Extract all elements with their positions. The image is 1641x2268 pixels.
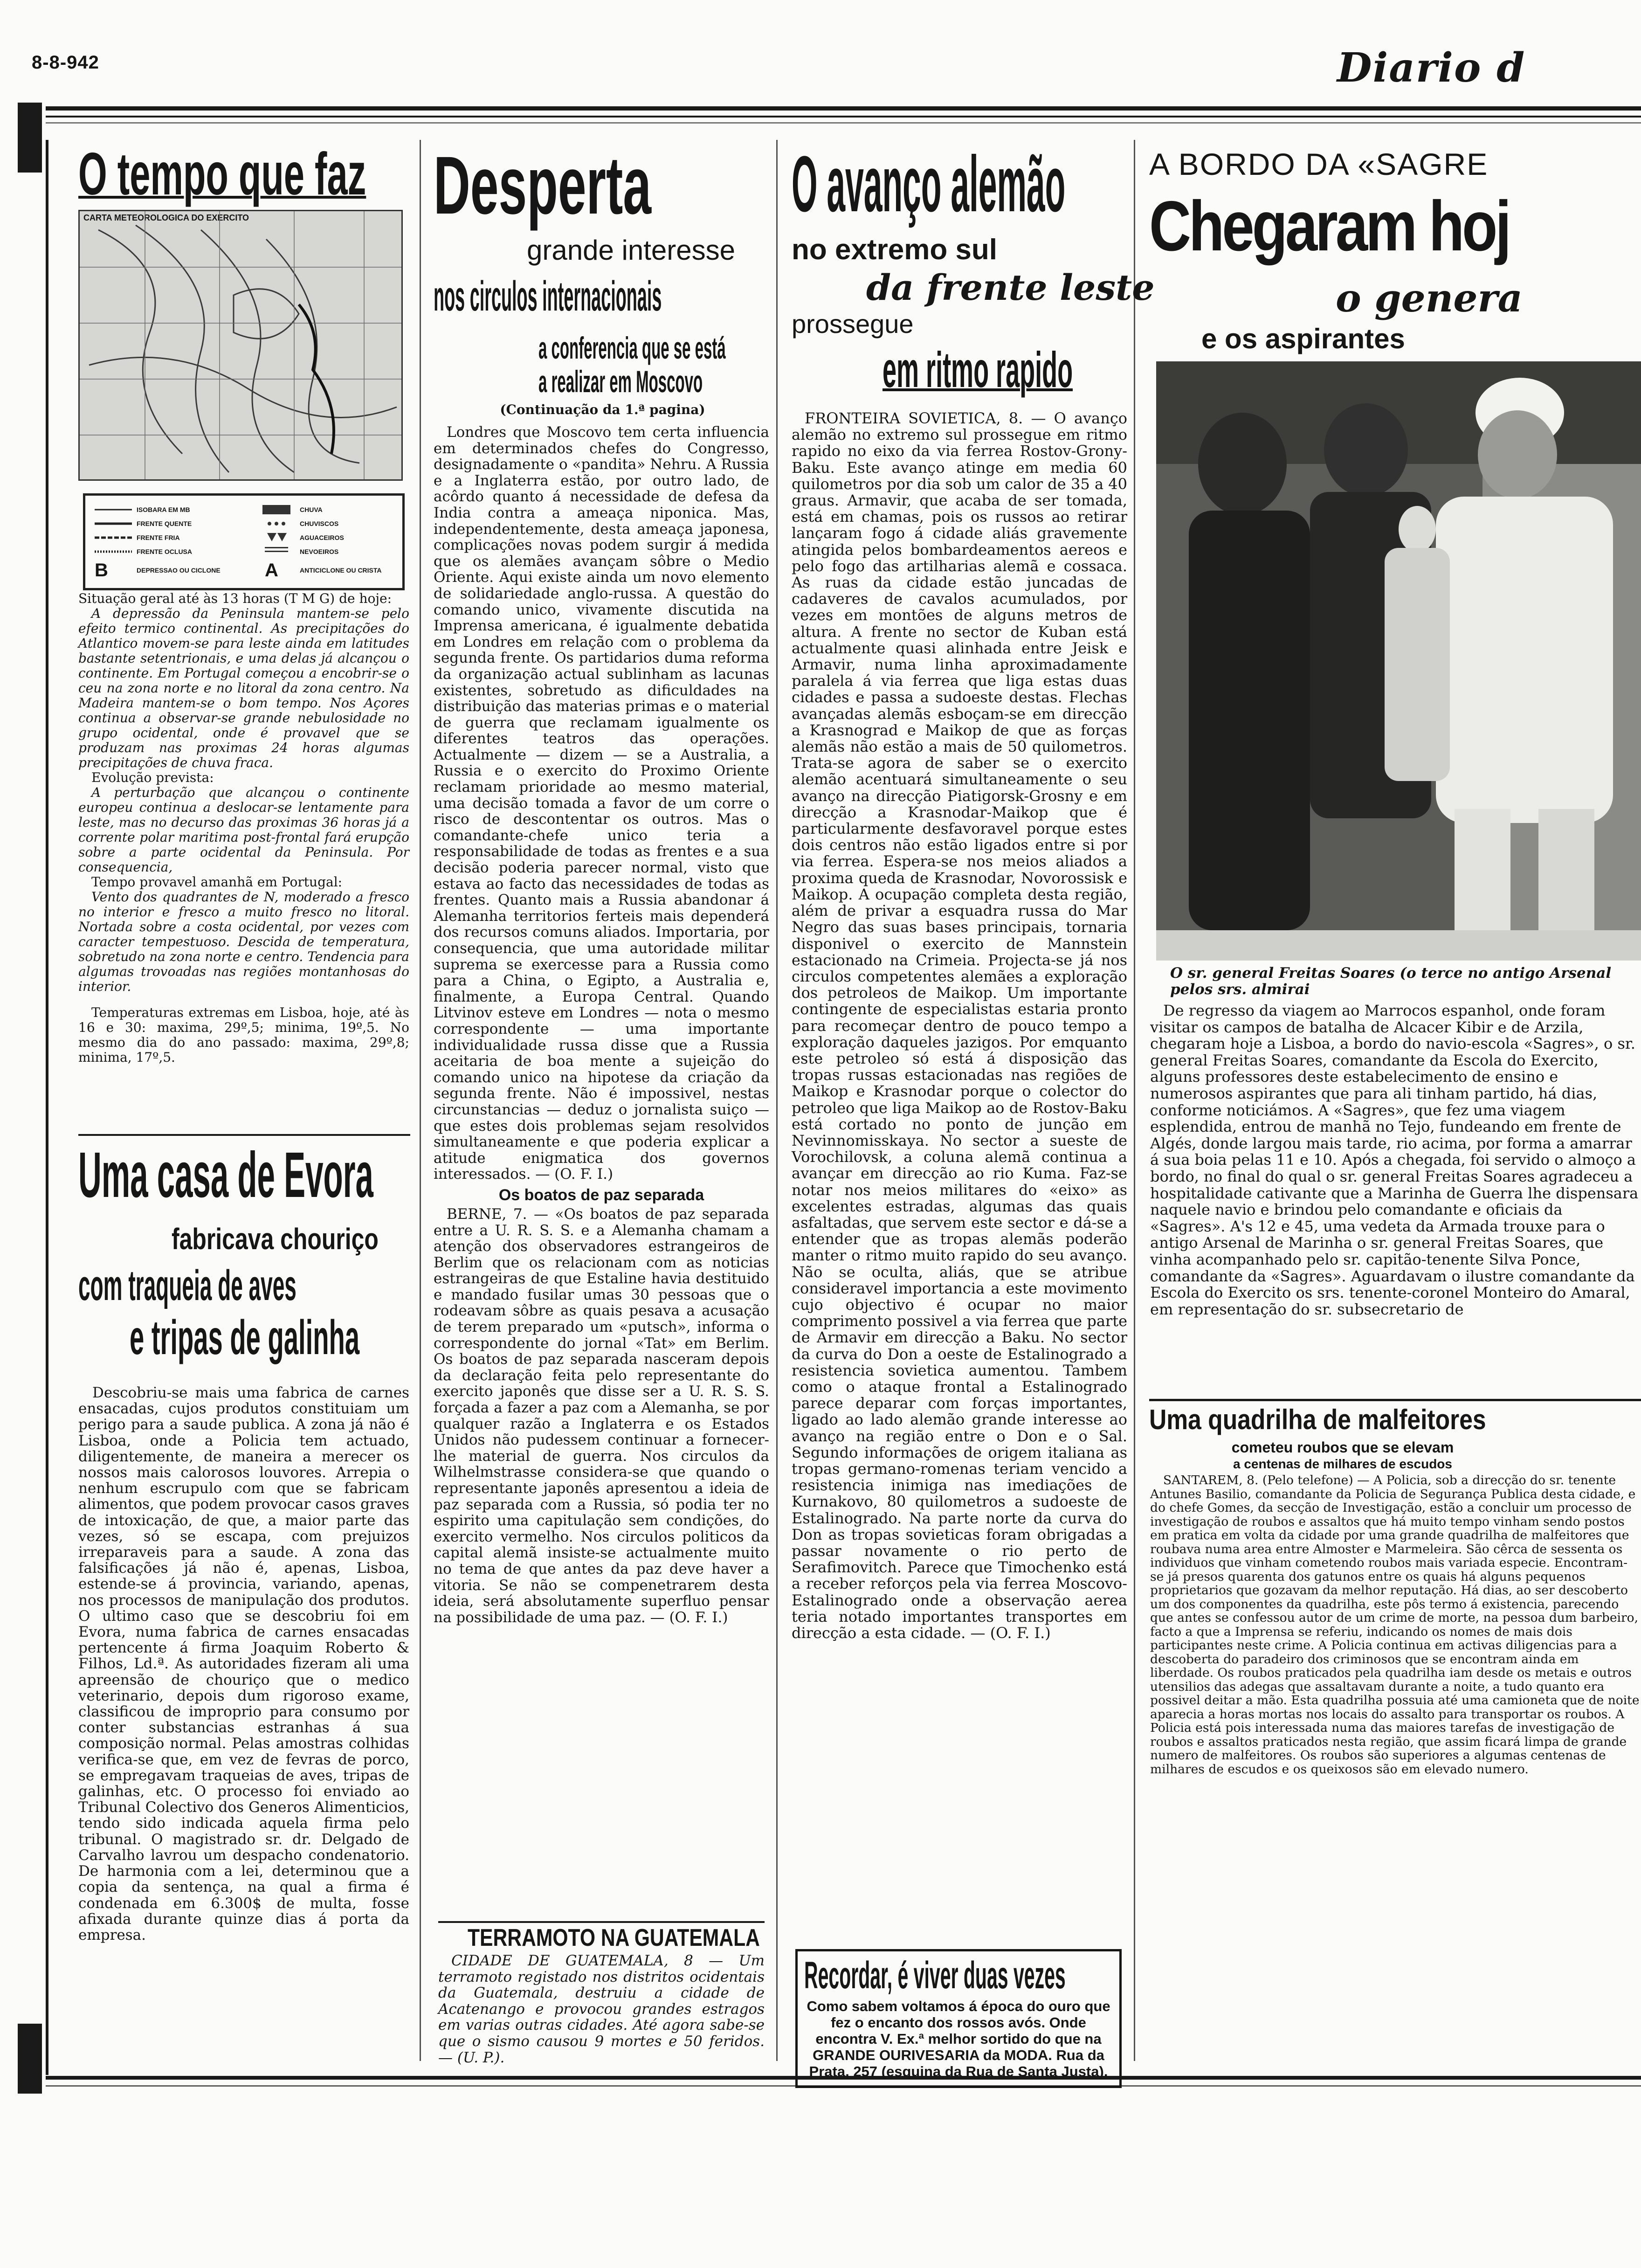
weather-forecast-label: Tempo provavel amanhã em Portugal: <box>91 874 343 890</box>
column-divider-2 <box>776 140 778 2061</box>
weather-situation-detail: A depressão da Peninsula mantem-se pelo efeito termico continental. As precipitações do Atlantico movem-se para leste ainda em latitudes bastante setentrionais, e uma delas já alcançou o continente. Em Portugal começou a encobrir-se o ceu na zona norte e no litoral da zona centro. Na Madeira mantem-se o bom tempo. Nos Açores continua a observar-se grande nebulosidade no grupo ocidental, onde é provavel que se produzam nas proximas 24 horas algumas precipitações de chuva fraca. <box>78 606 409 770</box>
quadrilha-body: SANTAREM, 8. (Pelo telefone) — A Policia, sob a direcção do sr. tenente Antunes Basilio, comandante da Policia de Segurança Publica desta cidade, e do chefe Gomes, da secção de Investigação, estão a concluir um processo de investigação de roubos e assaltos que há muito tempo vinham sendo postos em pratica em volta da cidade por uma grande quadrilha de malfeitores que roubava numa area entre Almoster e Marmeleira. São cêrca de sessenta os individuos que vinham cometendo roubos mais variada especie. Encontram-se já presos quarenta dos gatunos entre os quais há alguns pequenos proprietarios que gozavam da melhor reputação. Há dias, ao ser descoberto um dos componentes da quadrilha, este pôs termo á existencia, parecendo que antes se confessou autor de um crime de morte, na pessoa dum barbeiro, facto a que a Imprensa se referiu, indicando os nomes de mais dois participantes neste crime. A Policia continua em activas diligencias para a descoberta do paradeiro dos criminosos que se encontram ainda em liberdade. Os roubos praticados pela quadrilha iam desde os metais e outros utensilios das adegas que assaltavam durante a noite, a tudo quanto era possivel deitar a mão. Esta quadrilha possuia até uma camioneta que de noite aparecia a horas mortas nos locais do assalto para transportar os roubos. A Policia está pois interessada numa das maiores tarefas de investigação de roubos e assaltos praticados nesta região, que assim ficará limpa de grande numero de malfeitores. Os roubos são superiores a algumas centenas de milhares de escudos e os queixosos são em elevado numero. <box>1150 1473 1640 1777</box>
sagres-body: De regresso da viagem ao Marrocos espanhol, onde foram visitar os campos de batalha de Alcacer Kibir e de Arzila, chegaram hoje a Lisboa, a bordo do navio-escola «Sagres», o sr. general Freitas Soares, comandante da Escola do Exercito, alguns professores deste estabelecimento de ensino e numerosos aspirantes que para ali tinham partido, há dias, conforme noticiámos. A «Sagres», que fez uma viagem esplendida, entrou de manhã no Tejo, fundeando em frente de Algés, donde largou mais tarde, rio acima, por forma a amarrar á sua boia pelas 11 e 10. Após a chegada, foi servido o almoço a bordo, no final do qual o sr. general Freitas Soares agradeceu a hospitalidade cativante que a Marinha de Guerra lhe dispensara naquele navio e brindou pelo comandante e oficiais da «Sagres». A's 12 e 45, uma vedeta da Armada trouxe para o antigo Arsenal de Marinha o sr. general Freitas Soares, que vinha acompanhado pelo sr. capitão-tenente Silva Ponce, comandante da «Sagres». Aguardavam o ilustre comandante da Escola do Exercito os srs. tenente-coronel Monteiro do Amaral, em representação do sr. subsecretario de <box>1150 1002 1639 1318</box>
evora-subtitle-1: fabricava chouriço <box>172 1222 379 1256</box>
sagres-photo <box>1156 361 1641 961</box>
weather-map-drawing <box>80 211 401 479</box>
sagres-title: Chegaram hoj <box>1149 187 1510 266</box>
legend-item-fog: NEVOEIROS <box>300 548 339 555</box>
quake-body: CIDADE DE GUATEMALA, 8 — Um terramoto registado nos distritos ocidentais da Guatemala, destruiu a cidade de Acatenango e provocou grandes estragos em varias outras cidades. Até agora sabe-se que o sismo causou 9 mortes e 50 feridos. — (U. P.). <box>438 1952 765 2066</box>
legend-item-occluded-front: FRENTE OCLUSA <box>137 548 192 555</box>
legend-item-drizzle: CHUVISCOS <box>300 520 339 527</box>
legend-mark-high: A <box>265 560 278 581</box>
top-rule-thin <box>46 116 1641 118</box>
quake-title: TERRAMOTO NA GUATEMALA <box>468 1924 760 1951</box>
top-rule-thick <box>46 106 1641 111</box>
weather-legend <box>83 493 405 590</box>
quadrilha-article <box>1149 1404 1641 2066</box>
ad-box <box>795 1949 1122 2088</box>
masthead: Diario d <box>1337 44 1526 91</box>
legend-item-warm-front: FRENTE QUENTE <box>137 520 192 527</box>
quake-box <box>438 1921 765 2066</box>
weather-article <box>78 141 414 1131</box>
legend-symbols <box>85 496 402 588</box>
desperta-article <box>434 140 772 2066</box>
desperta-subtitle-2: nos circulos internacionais <box>434 273 662 320</box>
evora-body: Descobriu-se mais uma fabrica de carnes ensacadas, cujos produtos constituiam um perigo para a saude publica. A zona já não é Lisboa, onde a Policia tem actuado, diligentemente, de maneira a merecer os nossos mais calorosos louvores. Arrepia o nenhum escrupulo com que se fabricam alimentos, que podem provocar casos graves de intoxicação, de que, a maior parte das vezes, só se escapa, com prejuizos irreparaveis para a saude. A zona das falsificações já não é, apenas, Lisboa, estende-se á provincia, variando, apenas, nos processos de manipulação dos produtos. O ultimo caso que se descobriu foi em Evora, numa fabrica de carnes ensacadas pertencente á firma Joaquim Roberto & Filhos, Ld.ª. As autoridades fizeram ali uma apreensão de chouriço que o medico veterinario, depois dum rigoroso exame, classificou de improprio para consumo por conter substancias estranhas á sua composição normal. Pelas amostras colhidas verifica-se que, em vez de fevras de porco, se empregavam traqueias de aves, tripas de galinhas, etc. O processo foi enviado ao Tribunal Colectivo dos Generos Alimenticios, tendo sido indicada aquela firma pelo tribunal. O magistrado sr. dr. Delgado de Carvalho lavrou um despacho condenatorio. De harmonia com a lei, determinou que a copia da sentença, na qual a firma é condenada em 6.300$ de multa, fosse afixada durante quinze dias á porta da empresa. <box>78 1384 409 1943</box>
evora-article <box>78 1139 414 2066</box>
weather-map <box>78 210 403 481</box>
quadrilha-title: Uma quadrilha de malfeitores <box>1149 1404 1486 1435</box>
boatos-body: BERNE, 7. — «Os boatos de paz separada entre a U. R. S. S. e a Alemanha chamam a atenção dos observadores estrangeiros de Berlim que os relacionam com as noticias estrangeiras de que Estaline havia destituido e mandado fusilar umas 30 pessoas que o rodeavam sôbre as quais pesava a acusação de terem preparado um «putsch», informa o correspondente do jornal «Tat» em Berlim. Os boatos de paz separada nasceram depois da declaração feita pelo representante do exercito japonês que disse ser a U. R. S. S. forçada a fazer a paz com a Alemanha, se por qualquer razão a Inglaterra e os Estados Unidos não pudessem continuar a fornecer-lhe material de guerra. Nos circulos da Wilhelmstrasse considera-se que quando o representante japonês apresentou a ideia de paz separada com a Russia, só podia ter no espirito uma capitulação sem condições, do exercito vermelho. Nos circulos politicos da capital alemã insiste-se actualmente muito no tema de que antes da paz deve haver a vitoria. Se não se compenetrarem desta ideia, será absolutamente superfluo pensar na possibilidade de uma paz. — (O. F. I.) <box>434 1205 769 1626</box>
quadrilha-subtitle-1: cometeu roubos que se elevam <box>1231 1439 1454 1456</box>
margin-block-bottom <box>18 2024 42 2094</box>
legend-item-showers: AGUACEIROS <box>300 534 344 541</box>
desperta-body: Londres que Moscovo tem certa influencia em determinados chefes do Congresso, designadamente o «pandita» Nehru. A Russia e a Inglaterra estão, por outro lado, de acôrdo quanto á necessidade de defesa da India contra a ameaça niponica. Mas, independentemente, desta ameaça japonesa, complicações novas podem surgir á medida que os alemães avançam sôbre o Medio Oriente. Aqui existe ainda um novo elemento de solidariedade anglo-russa. A questão do comando unico, vivamente discutida na Imprensa americana, é igualmente debatida em Londres em relação com o problema da segunda frente. Os partidarios duma reforma da organização actual sublinham as lacunas existentes, sobretudo as dificuldades na distribuição das materias primas e o material de guerra que reclamam igualmente os diferentes teatros das operações. Actualmente — dizem — se a Australia, a Russia e o exercito do Proximo Oriente reclamam prioridade ao mesmo material, uma decisão tomada a favor de um corre o risco de descontentar os outros. Mas o comandante-chefe unico teria a responsabilidade de todas as frentes e a sua decisão poderia parecer normal, visto que estava ao facto das necessidades de todas as frentes. Quanto mais a Russia abandonar á Alemanha territorios ferteis mais dependerá dos recursos comuns aliados. Importaria, por consequencia, que uma autoridade militar suprema se exercesse para a Russia como para a China, o Egipto, a Australia e, finalmente, a Europa Central. Quando Litvinov esteve em Londres — nota o mesmo correspondente — uma importante individualidade russa disse que a Russia aceitaria de boa mente a sujeição do comando unico na hipotese da criação da segunda frente. Não é impossivel, nestas circunstancias — deduz o jornalista suiço — que estes dois problemas sejam resolvidos simultaneamente e que poderia explicar a atitude enigmatica dos governos interessados. — (O. F. I.) <box>434 424 769 1183</box>
weather-temperatures: Temperaturas extremas em Lisboa, hoje, até às 16 e 30: maxima, 29º,5; minima, 19º,5. No mesmo dia do ano passado: maxima, 29º,8; minima, 17º,5. <box>78 1005 409 1065</box>
legend-mark-low: B <box>95 560 108 581</box>
weather-situation: Situação geral até às 13 horas (T M G) de hoje: <box>78 591 392 606</box>
column-divider-1 <box>420 140 421 2061</box>
weather-evolution-label: Evolução prevista: <box>91 770 214 785</box>
legend-item-rain: CHUVA <box>300 506 323 513</box>
weather-forecast: Vento dos quadrantes de N, moderado a fresco no interior e fresco a muito fresco no litoral. Nortada sobre a costa ocidental, por vezes com caracter tempestuoso. Descida de temperatura, sobretudo na zona norte e centro. Tendencia para algumas trovoadas nas regiões montanhosas do interior. <box>78 889 409 994</box>
column-divider-3 <box>1134 140 1135 2061</box>
weather-text <box>78 591 409 1065</box>
top-rule-dotted <box>46 122 1641 124</box>
avanco-title: O avanço alemão <box>792 140 1066 228</box>
desperta-title: Desperta <box>434 140 652 231</box>
evora-title: Uma casa de Evora <box>78 1139 373 1211</box>
avanco-subtitle-3: prossegue <box>792 309 914 339</box>
avanco-subtitle-2: da frente leste <box>866 267 1155 308</box>
weather-title: O tempo que faz <box>78 141 366 207</box>
ad-title: Recordar, é viver duas vezes <box>804 1954 1066 1997</box>
quadrilha-top-rule <box>1149 1399 1641 1401</box>
legend-item-depression: DEPRESSAO OU CICLONE <box>137 567 221 574</box>
desperta-subtitle-4: a realizar em Moscovo <box>538 364 703 399</box>
legend-item-cold-front: FRENTE FRIA <box>137 534 180 541</box>
sagres-article <box>1149 140 1641 1399</box>
evora-subtitle-2: com traqueia de aves <box>78 1262 296 1309</box>
sagres-kicker: A BORDO DA «SAGRE <box>1149 147 1489 181</box>
legend-item-isobar: ISOBARA EM MB <box>137 506 190 513</box>
page-date: 8-8-942 <box>32 52 99 73</box>
boatos-title: Os boatos de paz separada <box>498 1186 704 1204</box>
avanco-subtitle-4: em ritmo rapido <box>883 341 1073 398</box>
margin-line <box>46 140 48 2075</box>
ad-body: Como sabem voltamos á época do ouro que fez o encanto dos rossos avós. Onde encontra V. Ex.ª melhor sortido do que na GRANDE OURIVESARIA da MODA. Rua da Prata, 257 (esquina da Rua de Santa Justa). <box>807 1998 1110 2080</box>
legend-item-anticyclone: ANTICICLONE OU CRISTA <box>300 567 382 574</box>
sagres-subtitle-1: o genera <box>1336 276 1523 321</box>
desperta-subtitle-1: grande interesse <box>527 235 735 266</box>
weather-evolution: A perturbação que alcançou o continente europeu continua a deslocar-se lentamente para leste, mas no decurso das proximas 36 horas já a corrente polar maritima post-frontal fará erupção sobre a parte ocidental da Peninsula. Por consequencia, <box>78 785 409 875</box>
weather-map-caption: CARTA METEOROLOGICA DO EXERCITO <box>83 213 249 222</box>
avanco-article <box>792 140 1155 2080</box>
avanco-subtitle-1: no extremo sul <box>792 234 997 266</box>
sagres-photo-drawing <box>1156 361 1641 961</box>
desperta-subtitle-3: a conferencia que se está <box>538 331 726 365</box>
weather-end-rule <box>78 1134 410 1136</box>
sagres-subtitle-2: e os aspirantes <box>1201 323 1405 354</box>
quadrilha-subtitle-2: a centenas de milhares de escudos <box>1233 1457 1452 1471</box>
evora-subtitle-3: e tripas de galinha <box>130 1311 360 1365</box>
desperta-continuation: (Continuação da 1.ª pagina) <box>500 402 705 417</box>
avanco-body: FRONTEIRA SOVIETICA, 8. — O avanço alemão no extremo sul prossegue em ritmo rapido no eixo da via ferrea Rostov-Grony-Baku. Este avanço atinge em media 60 quilometros por dia sob um calor de 35 a 40 graus. Armavir, que acaba de ser tomada, está em chamas, pois os russos ao retirar lançaram fogo á cidade aliás gravemente atingida pelos bombardeamentos aereos e pelo fogo das artilharias alemã e cossaca. As ruas da cidade estão juncadas de cadaveres de cavalos acumulados, por vezes em montões de alguns metros de altura. A frente no sector de Kuban está actualmente quasi alinhada entre Jeisk e Armavir, numa linha aproximadamente paralela á via ferrea que liga estas duas cidades e passa a sudoeste destas. Flechas avançadas alemãs esboçam-se em direcção a Krasnograd e Maikop de que as forças alemãs não estão a mais de 50 quilometros. Trata-se agora de saber se o exercito alemão acentuará simultaneamente o seu avanço na direcção Piatigorsk-Grosny e em direcção a Krasnodar-Maikop que é particularmente desfavoravel porque estes dois centros não estão ligados entre si por via ferrea. Espera-se nos meios aliados a proxima queda de Krasnodar, Novorossisk e Maikop. A ocupação completa desta região, além de privar a esquadra russa do Mar Negro das suas bases principais, tornaria disponivel o exercito de Mannstein estacionado na Crimeia. Projecta-se já nos circulos competentes alemães a exploração dos petroleos de Maikop. Um importante contingente de especialistas estaria pronto para recomeçar dentro de pouco tempo a exploração daqueles jazigos. Por emquanto este petroleo só está á disposição das tropas russas estacionadas nas regiões de Maikop e Krasnodar porque o colector do petroleo que liga Maikop ao de Rostov-Baku está cortado no ponto de junção em Nevinnomisskaya. No sector a sueste de Vorochilovsk, a coluna alemã continua a avançar em direcção ao rio Kuma. Faz-se notar nos meios militares do «eixo» as excelentes estradas, algumas das quais asfaltadas, que servem este sector e dá-se a entender que as tropas alemãs poderão manter o ritmo muito rapido do seu avanço. Não se oculta, aliás, que se atribue consideravel importancia a este movimento cujo objectivo é ocupar no maior comprimento possivel a via ferrea que parte de Armavir em direcção a Baku. No sector da curva do Don a oeste de Estalinogrado a resistencia sovietica aumentou. Tambem como o ataque frontal a Estalinogrado parece deparar com forças importantes, ligado ao lado alemão grande interesse ao avanço na região entre o Don e o Sal. Segundo informações de origem italiana as tropas germano-romenas teriam vencido a resistencia inimiga nas imediações de Kurnakovo, 80 quilometros a sudoeste de Estalinogrado. Na parte norte da curva do Don as tropas sovieticas foram obrigadas a passar novamente o rio perto de Serafimovitch. Parece que Timochenko está a receber reforços pela via ferrea Moscovo-Estalinogrado onde a observação aerea teria notado importantes transportes em direcção a esta cidade. — (O. F. I.) <box>792 409 1127 1642</box>
margin-block-top <box>18 103 42 173</box>
sagres-caption: O sr. general Freitas Soares (o terce no antigo Arsenal pelos srs. almirai <box>1170 965 1612 998</box>
